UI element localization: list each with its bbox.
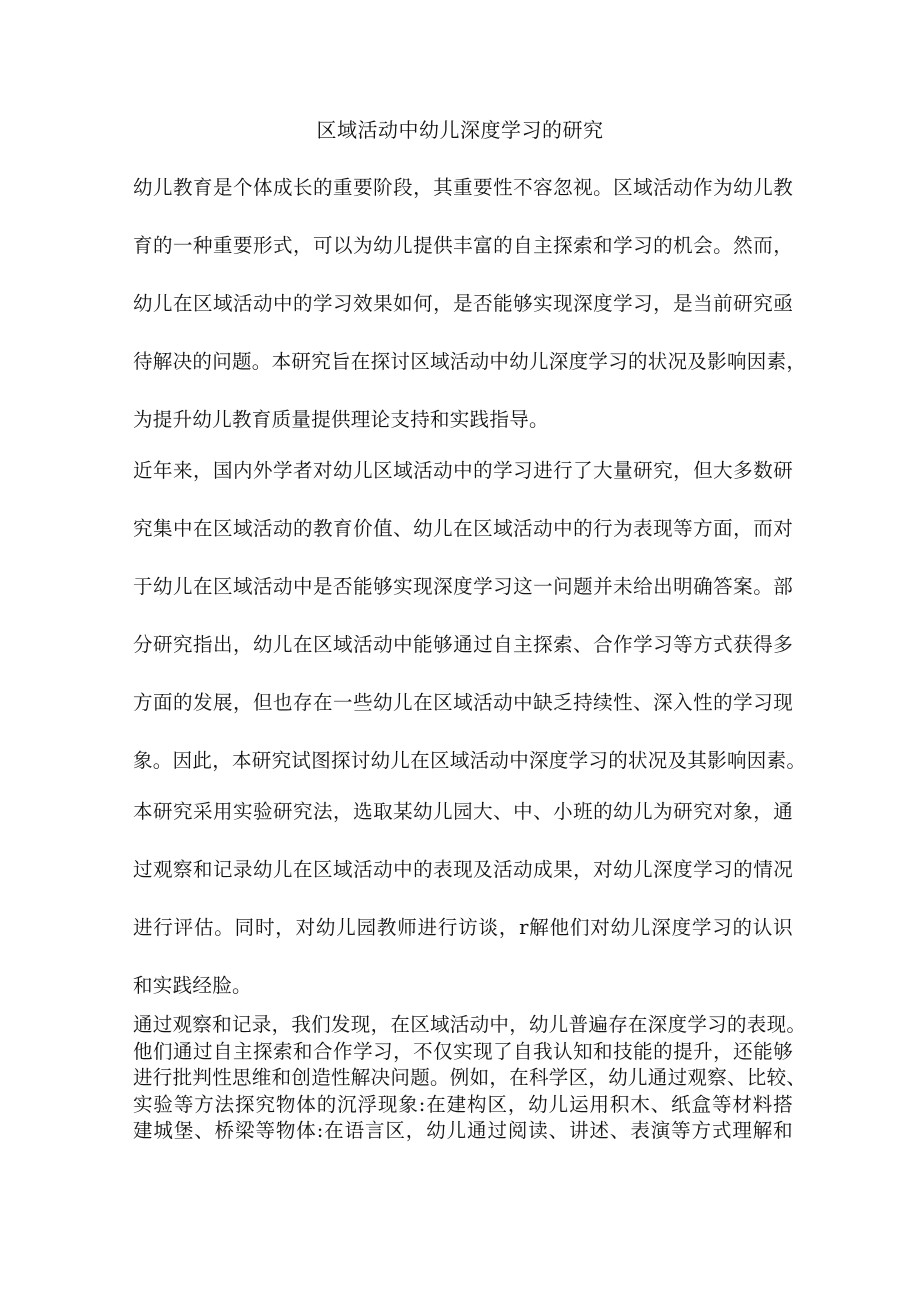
- paragraph-line: 他们通过自主探索和合作学习，不仅实现了自我认知和技能的提升，还能够: [133, 1039, 793, 1063]
- paragraph-line: 进行批判性思维和创造性解决问题。例如，在科学区，幼儿通过观察、比较、: [133, 1066, 807, 1089]
- paragraph-findings: [133, 1012, 807, 1145]
- paragraph-line: 幼儿教育是个体成长的重要阶段，其重要性不容忽视。区域活动作为幼儿教: [133, 176, 793, 199]
- document-title: 区域活动中幼儿深度学习的研究: [316, 118, 604, 142]
- paragraph-line: 进行评估。同时，对幼儿园教师进行访谈，r解他们对幼儿深度学习的认识: [133, 916, 793, 939]
- paragraph-line: 待解决的问题。本研究旨在探讨区域活动中幼儿深度学习的状况及影响因素，: [133, 350, 807, 373]
- paragraph-method: [133, 783, 793, 1015]
- paragraph-line: 究集中在区域活动的教育价值、幼儿在区域活动中的行为表现等方面，而对: [133, 517, 793, 540]
- paragraph-intro: [133, 159, 807, 449]
- paragraph-line: 实验等方法探究物体的沉浮现象:在建构区，幼儿运用积木、纸盒等材料搭: [133, 1092, 793, 1116]
- paragraph-line: 方面的发展，但也存在一些幼儿在区域活动中缺乏持续性、深入性的学习现: [133, 691, 793, 714]
- paragraph-line: 通过观察和记录，我们发现，在区域活动中，幼儿普遍存在深度学习的表现。: [133, 1013, 807, 1036]
- paragraph-line: 建城堡、桥梁等物体:在语言区，幼儿通过阅读、讲述、表演等方式理解和: [133, 1119, 793, 1142]
- paragraph-line: 育的一种重要形式，可以为幼儿提供丰富的自主探索和学习的机会。然而，: [133, 234, 793, 257]
- paragraph-line: 于幼儿在区域活动中是否能够实现深度学习这一问题并未给出明确答案。部: [133, 575, 793, 598]
- paragraph-line: 为提升幼儿教育质量提供理论支持和实践指导。: [133, 408, 549, 431]
- paragraph-line: 和实践经脸。: [133, 974, 252, 997]
- paragraph-line: 幼儿在区域活动中的学习效果如何，是否能够实现深度学习，是当前研究亟: [133, 292, 793, 315]
- paragraph-background: [133, 442, 807, 790]
- paragraph-line: 过观察和记录幼儿在区域活动中的表现及活动成果，对幼儿深度学习的情况: [133, 858, 793, 881]
- paragraph-line: 象。因此，本研究试图探讨幼儿在区域活动中深度学习的状况及其影响因素。: [133, 749, 807, 772]
- paragraph-line: 本研究采用实验研究法，选取某幼儿园大、中、小班的幼儿为研究对象，通: [133, 800, 793, 823]
- paragraph-line: 分研究指出，幼儿在区域活动中能够通过自主探索、合作学习等方式获得多: [133, 633, 793, 656]
- paragraph-line: 近年来，国内外学者对幼儿区域活动中的学习进行了大量研究，但大多数研: [133, 459, 793, 482]
